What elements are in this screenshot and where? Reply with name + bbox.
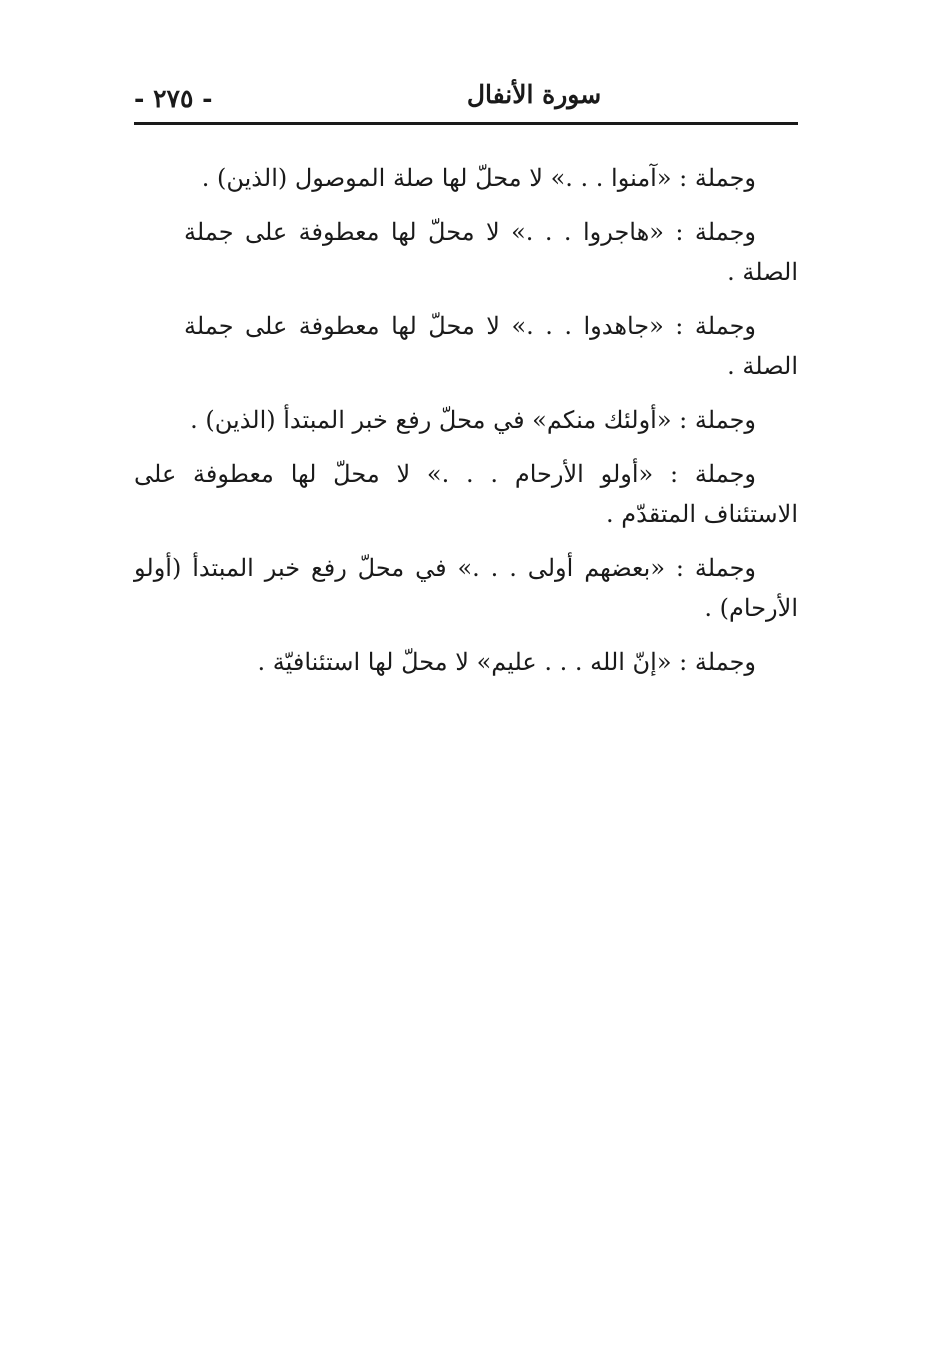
entry-paragraph: وجملة : «إنّ الله . . . عليم» لا محلّ لها استئنافيّة . [257,648,756,676]
entry-paragraph: وجملة : «أولئك منكم» في محلّ رفع خبر المبتدأ (الذين) . [190,406,756,434]
page-header [134,78,798,118]
entry-paragraph: وجملة : «آمنوا . . .» لا محلّ لها صلة الموصول (الذين) . [201,164,756,192]
page-number: - ٢٧٥ - [134,84,213,113]
header-divider [134,122,798,125]
entry-paragraph: وجملة : «بعضهم أولى . . .» في محلّ رفع خبر المبتدأ (أولو الأرحام) . [134,554,798,622]
running-title: سورة الأنفال [466,80,602,109]
entry-paragraph: وجملة : «جاهدوا . . .» لا محلّ لها معطوفة على جملة الصلة . [184,312,798,380]
entry-paragraph: وجملة : «هاجروا . . .» لا محلّ لها معطوفة على جملة الصلة . [184,218,798,286]
entry-paragraph: وجملة : «أولو الأرحام . . .» لا محلّ لها معطوفة على الاستئناف المتقدّم . [134,460,798,528]
page-body [134,158,798,696]
